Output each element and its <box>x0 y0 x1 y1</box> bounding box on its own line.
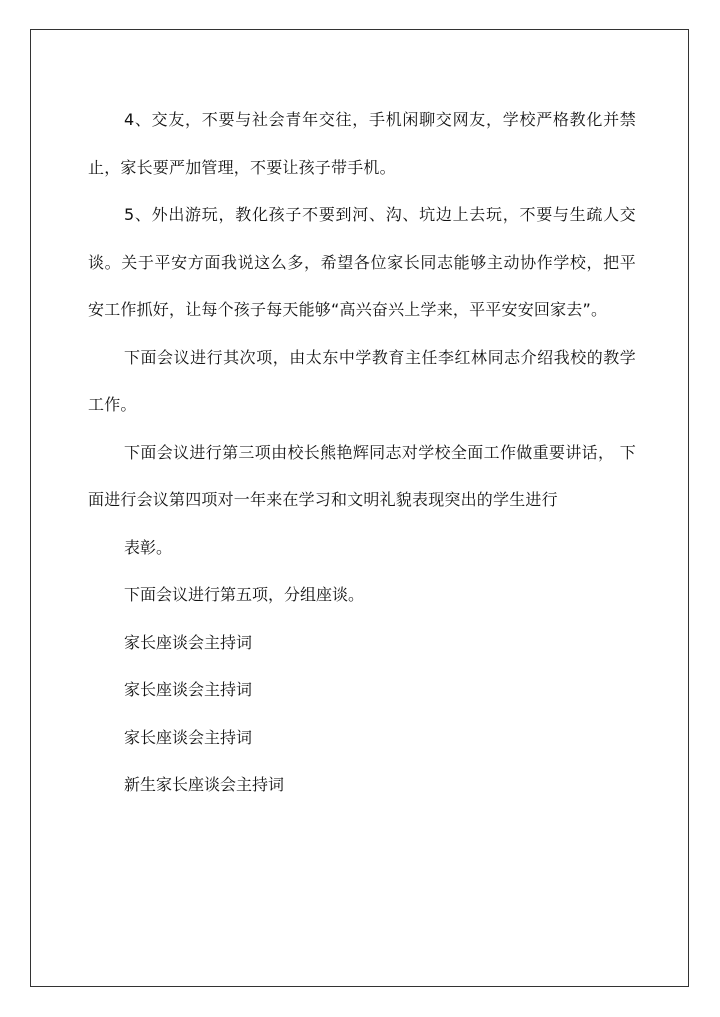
paragraph-friends: 4、交友，不要与社会青年交往，手机闲聊交网友，学校严格教化并禁止，家长要严加管理，不要让孩子带手机。 <box>88 110 636 177</box>
line-heading-2: 家长座谈会主持词 <box>124 680 253 699</box>
line-heading-1: 家长座谈会主持词 <box>124 632 253 652</box>
paragraph-outings: 5、外出游玩，教化孩子不要到河、沟、坑边上去玩，不要与生疏人交谈。关于平安方面我说这么多，希望各位家长同志能够主动协作学校，把平安工作抓好，让每个孩子每天能够“高兴奋兴上学来，平平安安回家去”。 <box>88 205 636 319</box>
paragraph-third-fourth-item: 下面会议进行第三项由校长熊艳辉同志对学校全面工作做重要讲话， 下面进行会议第四项对一年来在学习和文明礼貌表现突出的学生进行 <box>88 442 636 509</box>
line-heading-new-parents: 新生家长座谈会主持词 <box>124 775 285 794</box>
paragraph-second-item: 下面会议进行其次项，由太东中学教育主任李红林同志介绍我校的教学工作。 <box>88 347 636 414</box>
line-commendation: 表彰。 <box>124 537 173 557</box>
document-body <box>88 96 636 809</box>
line-fifth-item: 下面会议进行第五项，分组座谈。 <box>124 585 365 604</box>
line-heading-3: 家长座谈会主持词 <box>124 727 253 747</box>
